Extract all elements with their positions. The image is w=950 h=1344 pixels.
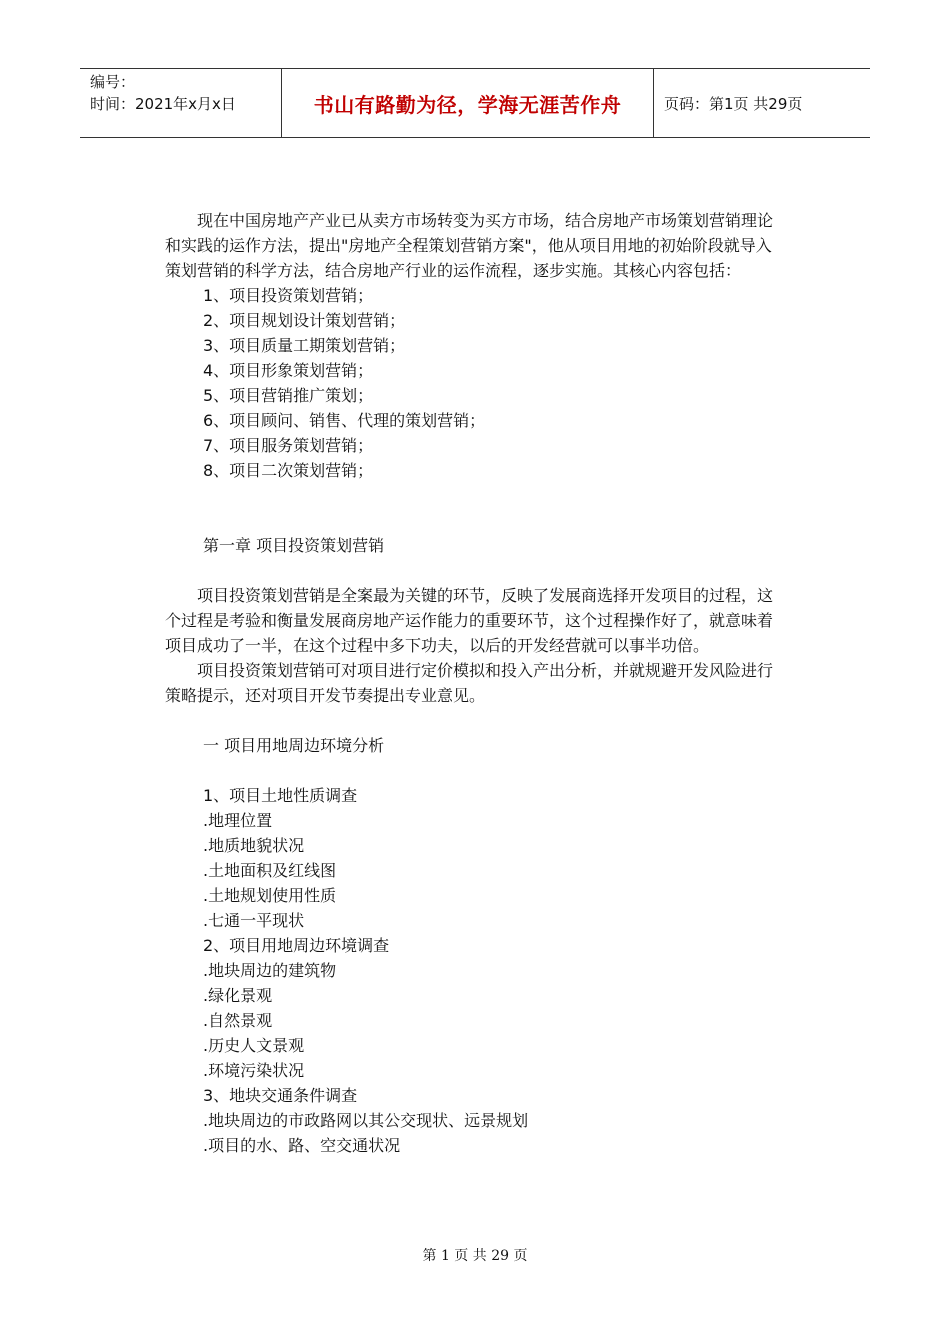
section-line: .地块周边的建筑物 (203, 961, 337, 980)
page-footer: 第 1 页 共 29 页 (422, 1248, 528, 1264)
section-line: 3、地块交通条件调查 (203, 1086, 358, 1105)
intro-item: 2、项目规划设计策划营销； (203, 311, 406, 330)
chapter-paragraph: 项目投资策划营销是全案最为关键的环节，反映了发展商选择开发项目的过程，这个过程是考验和衡量发展商房地产运作能力的重要环节，这个过程操作好了，就意味着项目成功了一半，在这个过程中多下功夫，以后的开发经营就可以事半功倍。 (165, 586, 774, 655)
intro-item: 3、项目质量工期策划营销； (203, 336, 406, 355)
section-line: .土地面积及红线图 (203, 861, 337, 880)
spacer (165, 483, 777, 533)
intro-item: 6、项目顾问、销售、代理的策划营销； (203, 411, 486, 430)
section-line: .地块周边的市政路网以其公交现状、远景规划 (203, 1111, 529, 1130)
intro-paragraph: 现在中国房地产产业已从卖方市场转变为买方市场，结合房地产市场策划营销理论和实践的运作方法，提出"房地产全程策划营销方案"，他从项目用地的初始阶段就导入策划营销的科学方法，结合房地产行业的运作流程，逐步实施。其核心内容包括： (165, 211, 774, 280)
header-meta-cell (80, 69, 282, 137)
section-title: 一 项目用地周边环境分析 (203, 736, 385, 755)
section-line: .环境污染状况 (203, 1061, 305, 1080)
section-line: .项目的水、路、空交通状况 (203, 1136, 401, 1155)
intro-item: 5、项目营销推广策划； (203, 386, 374, 405)
spacer (165, 708, 777, 733)
spacer (165, 758, 777, 783)
chapter-paragraph: 项目投资策划营销可对项目进行定价模拟和投入产出分析，并就规避开发风险进行策略提示，还对项目开发节奏提出专业意见。 (165, 661, 774, 705)
intro-item: 4、项目形象策划营销； (203, 361, 374, 380)
chapter-title: 第一章 项目投资策划营销 (203, 536, 385, 555)
number-label: 编号： (90, 73, 136, 91)
document-body (165, 208, 777, 1158)
section-line: .土地规划使用性质 (203, 886, 337, 905)
section-line: 2、项目用地周边环境调查 (203, 936, 390, 955)
section-line: .地理位置 (203, 811, 273, 830)
section-line: .自然景观 (203, 1011, 273, 1030)
section-line: .七通一平现状 (203, 911, 305, 930)
section-line: 1、项目土地性质调查 (203, 786, 358, 805)
spacer (165, 558, 777, 583)
intro-item: 8、项目二次策划营销； (203, 461, 374, 480)
intro-item: 1、项目投资策划营销； (203, 286, 374, 305)
header-motto-cell (282, 69, 654, 137)
motto-text: 书山有路勤为径，学海无涯苦作舟 (313, 92, 622, 117)
section-line: .地质地貌状况 (203, 836, 305, 855)
time-label: 时间：2021年x月x日 (90, 95, 236, 113)
section-line: .历史人文景观 (203, 1036, 305, 1055)
section-line: .绿化景观 (203, 986, 273, 1005)
header-page-cell (654, 69, 870, 137)
intro-item: 7、项目服务策划营销； (203, 436, 374, 455)
page-label: 页码：第1页 共29页 (664, 94, 803, 113)
document-header (80, 68, 870, 138)
